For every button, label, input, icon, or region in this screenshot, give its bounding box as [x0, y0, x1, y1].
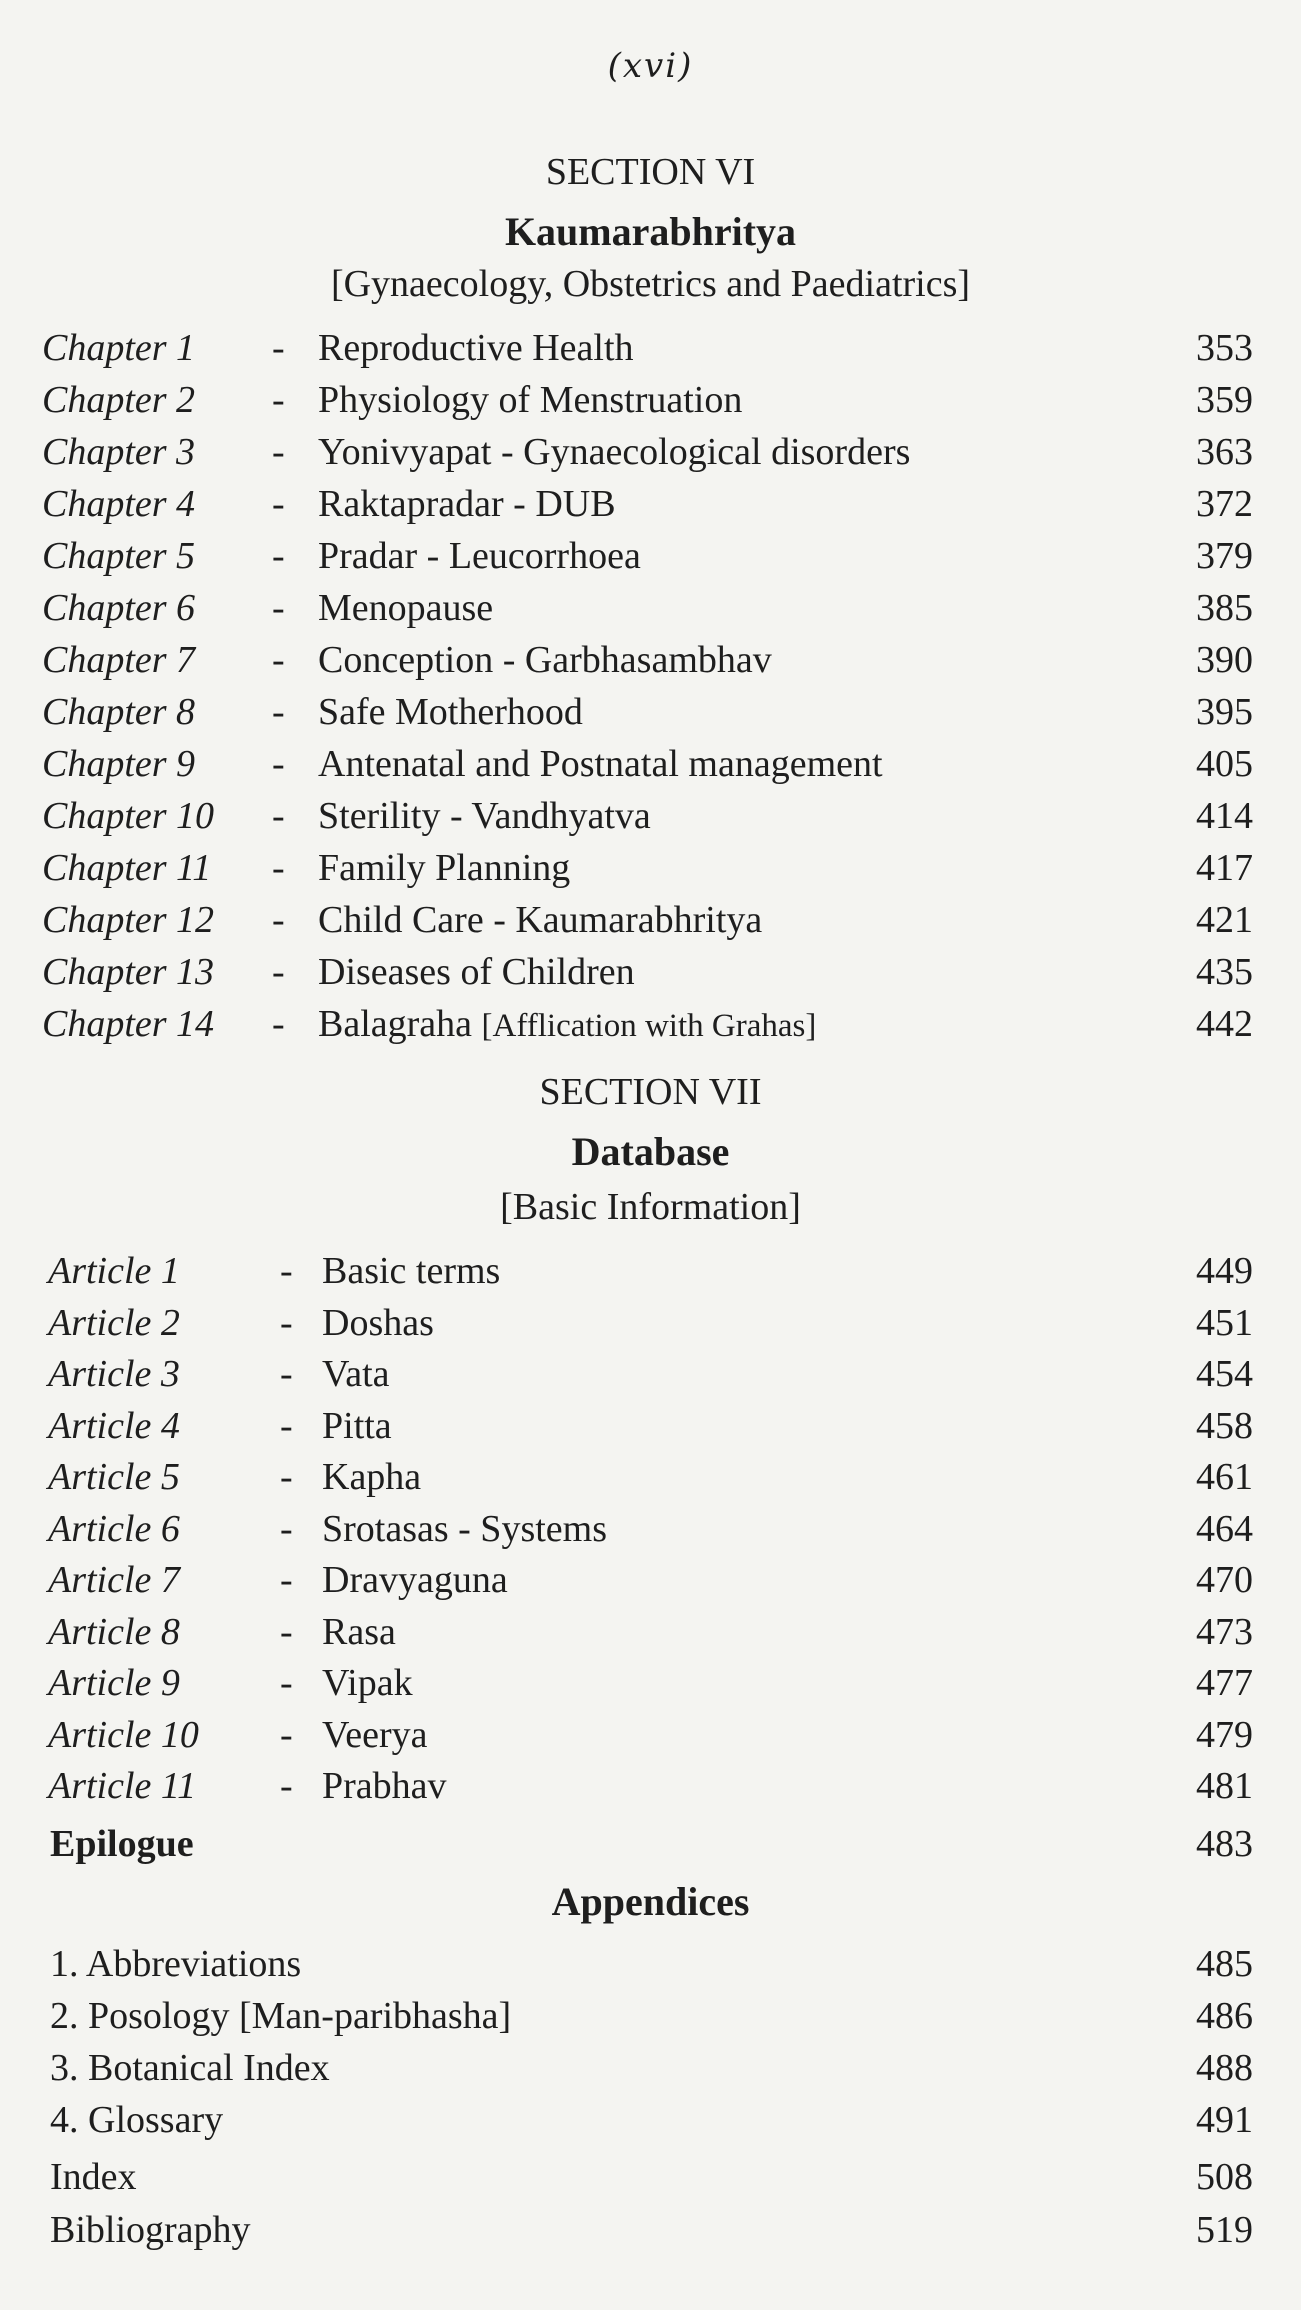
section6-title: Kaumarabhritya — [504, 209, 797, 254]
entry-title-text: Sterility - Vandhyatva — [318, 795, 651, 837]
entry-dash: - — [272, 535, 285, 577]
entry-page: 385 — [1196, 587, 1253, 629]
entry-page: 451 — [1196, 1301, 1253, 1344]
entry-dash: - — [272, 951, 285, 993]
entry-title-text: Srotasas - Systems — [322, 1507, 607, 1550]
appendix-title: 3. Botanical Index — [50, 2047, 330, 2089]
toc-entry — [0, 479, 1301, 529]
entry-page: 372 — [1196, 483, 1253, 525]
page-number: (xvi) — [607, 46, 694, 86]
toc-entry — [0, 1246, 1301, 1296]
toc-entry — [0, 1555, 1301, 1605]
entry-title-text: Child Care - Kaumarabhritya — [318, 899, 763, 941]
entry-dash: - — [272, 327, 285, 369]
entry-dash: - — [280, 1713, 293, 1756]
entry-title — [318, 531, 641, 581]
entry-title — [322, 1452, 421, 1502]
entry-title-text: Rasa — [322, 1610, 396, 1653]
toc-entry — [0, 791, 1301, 841]
entry-label: Chapter 10 — [42, 795, 215, 837]
entry-title — [318, 947, 635, 997]
toc-entry — [0, 583, 1301, 633]
entry-label: Article 2 — [48, 1301, 180, 1344]
entry-dash: - — [272, 587, 285, 629]
entry-label: Article 8 — [48, 1610, 180, 1653]
entry-label: Article 6 — [48, 1507, 180, 1550]
entry-label: Article 3 — [48, 1353, 180, 1395]
toc-entry — [0, 1504, 1301, 1554]
entry-title — [322, 1607, 396, 1657]
entry-page: 417 — [1196, 847, 1253, 889]
entry-title — [318, 843, 570, 893]
entry-page: 363 — [1196, 431, 1253, 473]
entry-title-text: Doshas — [322, 1301, 434, 1344]
entry-title-text: Kapha — [322, 1456, 422, 1498]
entry-dash: - — [280, 1456, 293, 1498]
toc-entry — [0, 947, 1301, 997]
entry-page: 458 — [1196, 1404, 1253, 1447]
toc-entry — [0, 843, 1301, 893]
entry-label: Chapter 7 — [42, 639, 196, 681]
entry-page: 359 — [1196, 379, 1253, 421]
entry-page: 473 — [1196, 1610, 1253, 1653]
entry-label: Article 4 — [48, 1404, 180, 1447]
entry-page: 395 — [1196, 691, 1253, 733]
entry-title-text: Yonivyapat - Gynaecological disorders — [318, 431, 911, 473]
entry-title-text: Antenatal and Postnatal management — [318, 743, 883, 785]
entry-title-text: Dravyaguna — [322, 1559, 508, 1601]
toc-entry — [0, 687, 1301, 737]
entry-dash: - — [272, 379, 285, 421]
toc-entry — [0, 1452, 1301, 1502]
toc-entry — [0, 1349, 1301, 1399]
entry-dash: - — [272, 431, 285, 473]
entry-label: Chapter 1 — [42, 327, 196, 369]
entry-label: Chapter 14 — [42, 1003, 215, 1045]
entry-label: Article 10 — [48, 1713, 199, 1756]
section7-title: Database — [571, 1129, 730, 1174]
entry-title-text: Conception - Garbhasambhav — [318, 639, 772, 681]
section7-label: SECTION VII — [539, 1071, 762, 1113]
toc-entry — [0, 1658, 1301, 1708]
entry-dash: - — [272, 639, 285, 681]
epilogue-page: 483 — [1196, 1823, 1253, 1865]
entry-title — [318, 323, 634, 373]
entry-page: 353 — [1196, 327, 1253, 369]
appendix-title: 1. Abbreviations — [50, 1943, 302, 1985]
entry-title-text: Pradar - Leucorrhoea — [318, 535, 641, 577]
entry-title — [318, 895, 762, 945]
entry-title-text: Physiology of Menstruation — [318, 379, 743, 421]
entry-label: Article 5 — [48, 1456, 180, 1498]
entry-page: 464 — [1196, 1507, 1253, 1550]
entry-dash: - — [280, 1250, 293, 1292]
entry-label: Chapter 11 — [42, 847, 212, 889]
entry-page: 390 — [1196, 639, 1253, 681]
toc-entry — [0, 1401, 1301, 1451]
toc-entry — [0, 375, 1301, 425]
entry-title — [322, 1555, 508, 1605]
entry-title-text: Raktapradar - DUB — [318, 483, 616, 525]
appendix-title: 4. Glossary — [50, 2099, 224, 2141]
entry-label: Chapter 5 — [42, 535, 196, 577]
appendix-page: 491 — [1196, 2099, 1253, 2141]
entry-title-text: Reproductive Health — [318, 327, 634, 369]
entry-dash: - — [280, 1610, 293, 1653]
entry-dash: - — [280, 1765, 293, 1807]
entry-title-text: Diseases of Children — [318, 951, 635, 993]
entry-label: Chapter 6 — [42, 587, 196, 629]
entry-title — [318, 479, 616, 529]
entry-title-text: Balagraha — [318, 1003, 473, 1045]
toc-entry — [0, 895, 1301, 945]
entry-title — [318, 687, 583, 737]
toc-entry — [0, 1761, 1301, 1811]
entry-label: Chapter 9 — [42, 743, 196, 785]
entry-dash: - — [280, 1559, 293, 1601]
entry-page: 454 — [1196, 1353, 1253, 1395]
section6-label: SECTION VI — [545, 151, 756, 193]
entry-page: 435 — [1196, 951, 1253, 993]
entry-title-suffix: [Afflication with Grahas] — [481, 1008, 817, 1044]
entry-dash: - — [272, 795, 285, 837]
entry-page: 449 — [1196, 1250, 1253, 1292]
entry-title — [322, 1401, 392, 1451]
entry-title — [318, 999, 816, 1051]
entry-page: 470 — [1196, 1559, 1253, 1601]
entry-label: Article 7 — [48, 1559, 180, 1601]
toc-entry — [0, 1710, 1301, 1760]
entry-title-text: Safe Motherhood — [318, 691, 583, 733]
appendix-page: 485 — [1196, 1943, 1253, 1985]
entry-page: 414 — [1196, 795, 1253, 837]
appendix-title: 2. Posology [Man-paribhasha] — [50, 1995, 512, 2037]
entry-label: Article 1 — [48, 1250, 180, 1292]
entry-page: 481 — [1196, 1765, 1253, 1807]
entry-page: 461 — [1196, 1456, 1253, 1498]
entry-label: Chapter 8 — [42, 691, 196, 733]
entry-title — [322, 1710, 427, 1760]
toc-entry — [0, 1607, 1301, 1657]
entry-dash: - — [272, 1003, 285, 1045]
entry-label: Chapter 3 — [42, 431, 196, 473]
appendices-title: Appendices — [551, 1879, 750, 1924]
entry-title-text: Vipak — [322, 1662, 413, 1704]
toc-entry — [0, 739, 1301, 789]
entry-dash: - — [280, 1301, 293, 1344]
entry-dash: - — [280, 1662, 293, 1704]
entry-title — [318, 739, 883, 789]
entry-title-text: Veerya — [322, 1713, 428, 1756]
index-page: 508 — [1196, 2156, 1253, 2198]
entry-dash: - — [272, 899, 285, 941]
entry-dash: - — [272, 847, 285, 889]
entry-title — [322, 1504, 607, 1554]
entry-label: Chapter 4 — [42, 483, 196, 525]
entry-dash: - — [272, 483, 285, 525]
appendix-page: 488 — [1196, 2047, 1253, 2089]
section6-subtitle: [Gynaecology, Obstetrics and Paediatrics] — [330, 263, 971, 305]
entry-title — [318, 427, 910, 477]
epilogue-title: Epilogue — [50, 1823, 194, 1865]
toc-entry — [0, 1298, 1301, 1348]
entry-title — [322, 1761, 447, 1811]
toc-entry — [0, 531, 1301, 581]
entry-title — [318, 791, 651, 841]
toc-entry — [0, 427, 1301, 477]
entry-title — [322, 1246, 500, 1296]
bibliography-title: Bibliography — [50, 2209, 251, 2251]
entry-title-text: Prabhav — [322, 1765, 447, 1807]
entry-title — [322, 1658, 413, 1708]
entry-title-text: Family Planning — [318, 847, 571, 889]
entry-title — [318, 583, 493, 633]
bibliography-page: 519 — [1196, 2209, 1253, 2251]
entry-dash: - — [280, 1404, 293, 1447]
entry-page: 479 — [1196, 1713, 1253, 1756]
toc-entry — [0, 999, 1301, 1049]
entry-title-text: Menopause — [318, 587, 494, 629]
entry-page: 421 — [1196, 899, 1253, 941]
entry-page: 477 — [1196, 1662, 1253, 1704]
entry-title — [322, 1349, 390, 1399]
section7-subtitle: [Basic Information] — [500, 1186, 801, 1228]
entry-title — [318, 635, 772, 685]
entry-dash: - — [280, 1353, 293, 1395]
toc-entry — [0, 323, 1301, 373]
entry-dash: - — [272, 743, 285, 785]
entry-label: Chapter 13 — [42, 951, 215, 993]
entry-label: Article 9 — [48, 1662, 180, 1704]
appendix-page: 486 — [1196, 1995, 1253, 2037]
entry-title-text: Pitta — [322, 1404, 392, 1447]
index-title: Index — [50, 2156, 137, 2198]
entry-page: 442 — [1196, 1003, 1253, 1045]
entry-page: 405 — [1196, 743, 1253, 785]
entry-title — [322, 1298, 434, 1348]
entry-title-text: Basic terms — [322, 1250, 501, 1292]
entry-label: Chapter 2 — [42, 379, 196, 421]
entry-label: Chapter 12 — [42, 899, 215, 941]
entry-title — [318, 375, 742, 425]
entry-label: Article 11 — [48, 1765, 197, 1807]
entry-page: 379 — [1196, 535, 1253, 577]
entry-dash: - — [280, 1507, 293, 1550]
entry-title-text: Vata — [322, 1353, 390, 1395]
entry-dash: - — [272, 691, 285, 733]
toc-entry — [0, 635, 1301, 685]
